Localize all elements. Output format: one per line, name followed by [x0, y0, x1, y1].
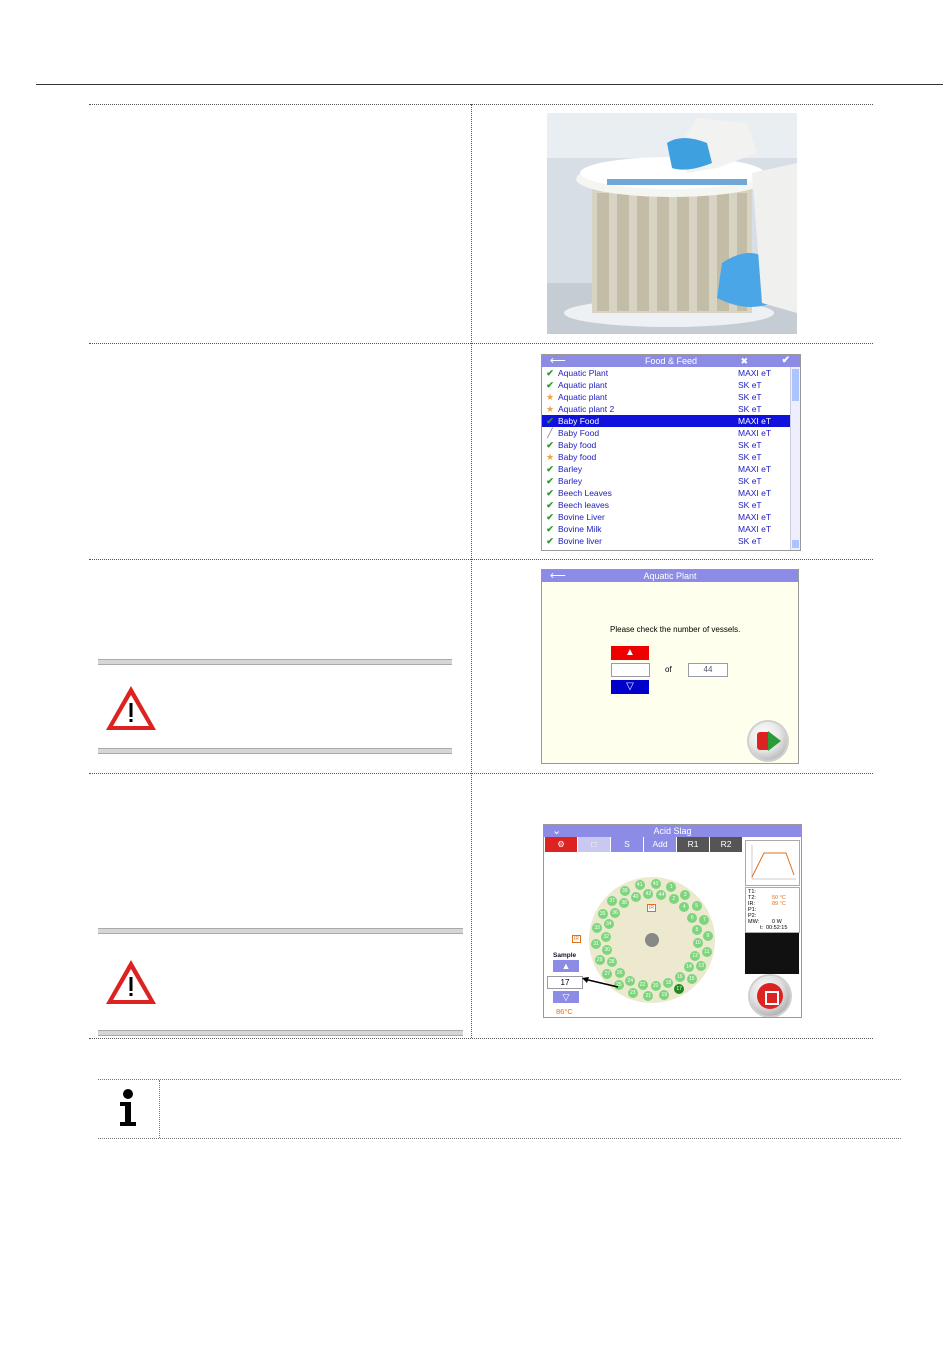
- title-bar: [542, 570, 798, 582]
- rotor-position[interactable]: 36: [610, 908, 620, 918]
- title-bar: [542, 355, 800, 367]
- tab-bar: [544, 837, 744, 853]
- rotor-position[interactable]: 28: [607, 957, 617, 967]
- rotor-position[interactable]: 23: [628, 988, 638, 998]
- rotor-position[interactable]: 35: [598, 909, 608, 919]
- rotor-position[interactable]: 11: [702, 947, 712, 957]
- rotor-position[interactable]: 20: [651, 981, 661, 991]
- rotor-position[interactable]: 13: [696, 961, 706, 971]
- rotor-position[interactable]: 26: [615, 968, 625, 978]
- note-rule-top: [98, 1079, 901, 1080]
- scroll-down-icon[interactable]: [792, 540, 799, 548]
- rotor-position[interactable]: 21: [643, 991, 653, 1001]
- rotor-position[interactable]: 30: [602, 945, 612, 955]
- rotor-position[interactable]: 25: [614, 980, 624, 990]
- rotor-position[interactable]: 29: [595, 955, 605, 965]
- screen-title: Food & Feed: [644, 356, 698, 366]
- warning-rule-top: [98, 928, 463, 934]
- vessel-count-field[interactable]: [611, 663, 650, 677]
- table-row-divider: [89, 773, 873, 774]
- table-row-divider: [89, 559, 873, 560]
- info-icon: [116, 1088, 140, 1128]
- tab-notes[interactable]: [578, 837, 610, 852]
- temperature-graph: [745, 840, 800, 886]
- arrow-up-icon: ▲: [625, 647, 635, 658]
- list-item[interactable]: ✔ Barley MAXI eT: [546, 464, 772, 474]
- rotor-hub: [645, 933, 659, 947]
- status-panel: T1: T2: 50 °C IR: 89 °C P1: P2: MW: 0 W t: 00:52:15: [745, 887, 800, 933]
- list-item[interactable]: ╱ Baby Food MAXI eT: [542, 427, 790, 439]
- list-item[interactable]: ★ Baby food SK eT: [545, 452, 762, 462]
- pointer-arrow-icon: [580, 975, 620, 991]
- sample-down-button[interactable]: [553, 991, 579, 1003]
- stop-icon: [757, 983, 783, 1009]
- total-vessels: 44: [688, 663, 728, 677]
- note-rule-bottom: [98, 1138, 901, 1139]
- play-icon: [768, 731, 781, 751]
- warning-triangle-icon: [104, 958, 158, 1006]
- ir-tag: IR: [574, 936, 579, 942]
- rotor-position[interactable]: 44: [656, 890, 666, 900]
- warning-rule-bottom: [98, 748, 452, 754]
- sample-field[interactable]: 17: [547, 976, 583, 989]
- rotor-position[interactable]: 8: [692, 925, 702, 935]
- rotor-position[interactable]: 43: [651, 879, 661, 889]
- rotor-position[interactable]: 32: [601, 932, 611, 942]
- checkmark-icon: ✔: [546, 512, 554, 522]
- note-divider: [159, 1080, 160, 1138]
- rotor-position[interactable]: 22: [638, 980, 648, 990]
- checkmark-icon: ✔: [546, 524, 554, 534]
- rotor-position[interactable]: 9: [703, 931, 713, 941]
- check-icon[interactable]: ✔: [781, 355, 790, 366]
- rotor-position[interactable]: 24: [625, 976, 635, 986]
- start-button[interactable]: [749, 722, 787, 760]
- tab-s[interactable]: S: [611, 837, 643, 852]
- rotor-position[interactable]: 12: [690, 951, 700, 961]
- chevron-down-icon[interactable]: ⌄: [552, 825, 562, 837]
- checkmark-icon: ✔: [546, 476, 554, 486]
- list-item[interactable]: ✔ Baby food SK eT: [546, 440, 762, 450]
- checkmark-icon: ✔: [546, 464, 554, 474]
- rotor-position[interactable]: 10: [693, 938, 703, 948]
- list-item[interactable]: ✔ Barley SK eT: [546, 476, 762, 486]
- rotor-position[interactable]: 17: [674, 984, 684, 994]
- list-item[interactable]: ✔ Bovine Liver MAXI eT: [546, 512, 772, 522]
- rotor-position[interactable]: 18: [663, 978, 673, 988]
- checkmark-icon: ✔: [546, 368, 554, 378]
- list-item[interactable]: ★ Aquatic plant 2 SK eT: [545, 404, 762, 414]
- list-item[interactable]: ✔ Aquatic Plant MAXI eT: [546, 368, 772, 378]
- vessel-check-screen: [541, 569, 799, 764]
- rotor-icon: ⚙: [557, 839, 565, 849]
- title-bar: [544, 825, 801, 837]
- camera-view: [745, 933, 799, 974]
- rotor-position[interactable]: 2: [669, 894, 679, 904]
- ir-tag: IR: [649, 905, 654, 911]
- scrollbar[interactable]: [790, 367, 800, 550]
- scrollbar-thumb[interactable]: [792, 369, 799, 401]
- rotor-position[interactable]: 40: [631, 892, 641, 902]
- run-screen: [543, 824, 802, 1018]
- food-feed-screen: [541, 354, 801, 551]
- warning-triangle-icon: [104, 684, 158, 732]
- stop-half-icon: [757, 732, 768, 750]
- screen-title: Aquatic Plant: [643, 571, 697, 581]
- rotor-position[interactable]: 42: [643, 889, 653, 899]
- rotor-position[interactable]: 7: [699, 915, 709, 925]
- tab-add[interactable]: Add: [644, 837, 676, 852]
- list-item[interactable]: ✔ Aquatic plant SK eT: [546, 380, 762, 390]
- back-arrow-icon[interactable]: ⟵: [550, 570, 566, 582]
- star-icon: ★: [545, 452, 555, 462]
- instruction-text: Please check the number of vessels.: [610, 625, 741, 634]
- list-item[interactable]: ✔ Beech leaves SK eT: [546, 500, 762, 510]
- method-list: [542, 367, 790, 547]
- star-icon: ★: [545, 392, 555, 402]
- warning-rule-top: [98, 659, 452, 665]
- rotor-position[interactable]: 3: [680, 890, 690, 900]
- rotor-position[interactable]: 41: [635, 880, 645, 890]
- tab-r2[interactable]: R2: [710, 837, 742, 852]
- rotor-position[interactable]: 19: [659, 990, 669, 1000]
- rotor-position[interactable]: 38: [619, 898, 629, 908]
- arrow-up-icon: ▲: [561, 961, 571, 971]
- table-row-divider: [89, 343, 873, 344]
- back-arrow-icon[interactable]: ⟵: [550, 355, 566, 367]
- rotor-position[interactable]: 4: [679, 902, 689, 912]
- rotor-position[interactable]: 37: [607, 896, 617, 906]
- screen-title: Acid Slag: [653, 826, 692, 836]
- table-border-bottom: [89, 1038, 873, 1039]
- table-border-top: [89, 104, 873, 105]
- rotor-position[interactable]: 16: [675, 972, 685, 982]
- rotor-position[interactable]: 34: [604, 919, 614, 929]
- warning-rule-bottom: [98, 1030, 463, 1036]
- rotor-photo: [547, 113, 797, 334]
- rotor-position[interactable]: 5: [692, 901, 702, 911]
- rotor-position[interactable]: 6: [687, 913, 697, 923]
- sample-temperature: 86°C: [556, 1007, 573, 1016]
- checkmark-icon: ✔: [546, 380, 554, 390]
- checkmark-icon: ✔: [546, 440, 554, 450]
- increment-button[interactable]: [611, 646, 649, 660]
- arrow-down-icon: ▽: [626, 681, 634, 692]
- sample-up-button[interactable]: [553, 960, 579, 972]
- temperature-curve-icon: [746, 841, 799, 885]
- rotor-position[interactable]: 14: [684, 962, 694, 972]
- tab-rotor[interactable]: [545, 837, 577, 852]
- list-item[interactable]: ✔ Beech Leaves MAXI eT: [546, 488, 772, 498]
- rotor-position[interactable]: 1: [666, 882, 676, 892]
- pen-icon: ╱: [547, 428, 553, 438]
- stop-button[interactable]: [750, 976, 790, 1016]
- checkmark-icon: ✔: [546, 536, 554, 546]
- document-icon: □: [591, 839, 597, 849]
- arrow-down-icon: ▽: [562, 992, 570, 1002]
- list-item[interactable]: ★ Aquatic plant SK eT: [545, 392, 762, 402]
- rotor-position[interactable]: 39: [620, 886, 630, 896]
- microwave-rotor-photo-icon: [547, 113, 797, 334]
- list-item[interactable]: ✔ Bovine Milk MAXI eT: [546, 524, 772, 534]
- rotor-position[interactable]: 15: [687, 974, 697, 984]
- tab-r1[interactable]: R1: [677, 837, 709, 852]
- star-icon: ★: [545, 404, 555, 414]
- list-item-selected[interactable]: ✔ Baby Food MAXI eT: [542, 415, 790, 427]
- checkmark-icon: ✔: [546, 488, 554, 498]
- delete-icon[interactable]: ✖: [740, 356, 748, 366]
- list-item[interactable]: ✔ Bovine liver SK eT: [546, 536, 762, 546]
- of-label: of: [665, 665, 672, 674]
- checkmark-icon: ✔: [546, 500, 554, 510]
- sample-label: Sample: [553, 952, 577, 959]
- header-rule: [36, 84, 943, 85]
- table-column-divider: [471, 104, 472, 1038]
- decrement-button[interactable]: [611, 680, 649, 694]
- rotor-position[interactable]: 31: [591, 939, 601, 949]
- checkmark-icon: ✔: [546, 416, 554, 426]
- rotor-position[interactable]: 27: [602, 969, 612, 979]
- rotor-position[interactable]: 33: [592, 923, 602, 933]
